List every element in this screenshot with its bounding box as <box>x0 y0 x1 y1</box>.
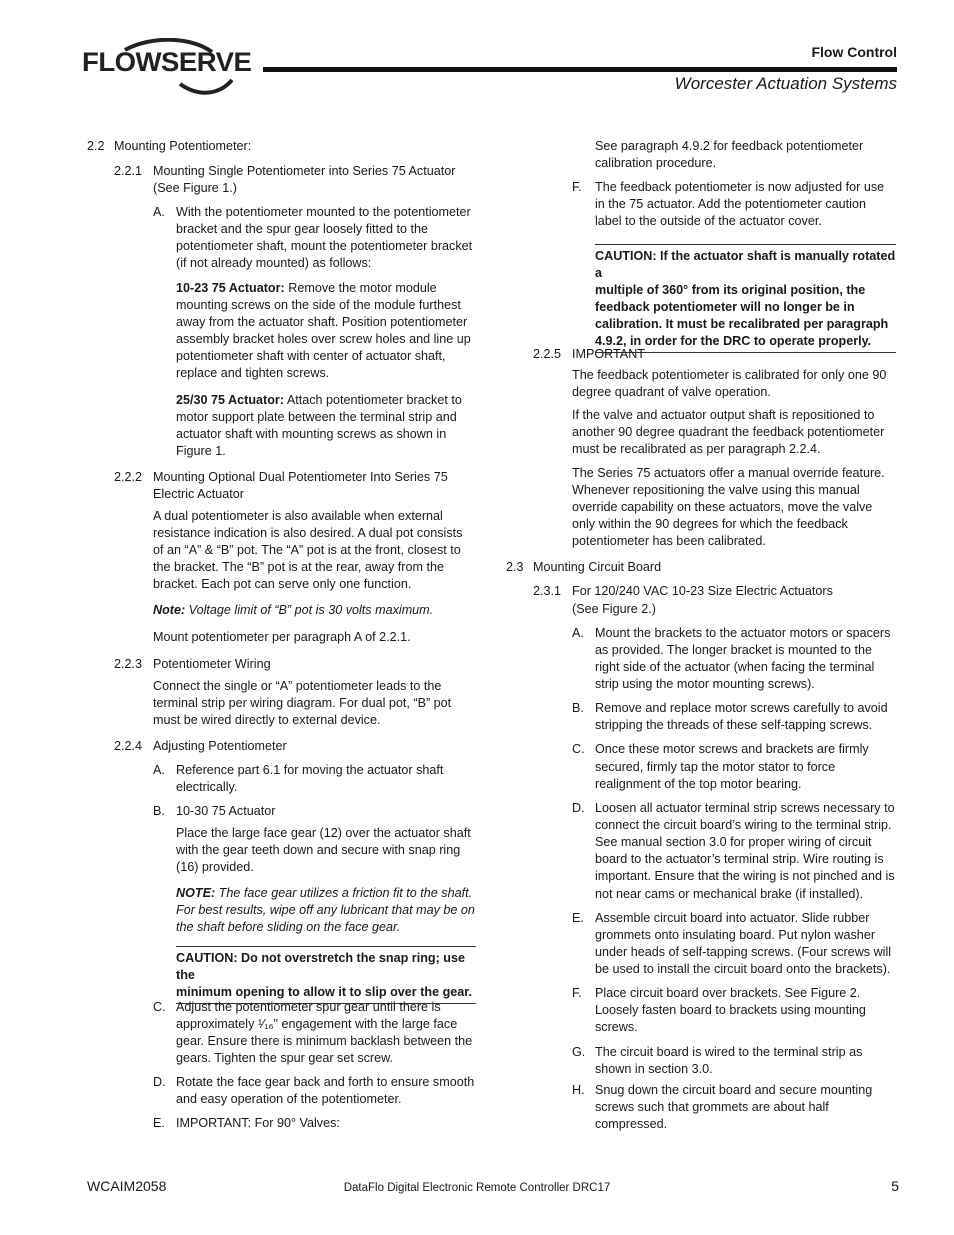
text-line: only within the 90 degrees for which the feedback <box>572 517 848 531</box>
caution-line: calibration. It must be recalibrated per paragraph <box>595 317 889 331</box>
text-line: 10-30 75 Actuator <box>176 804 276 818</box>
list-letter: C. <box>153 1000 166 1014</box>
text-line: mounting screws on the side of the module furthest <box>176 298 461 312</box>
text-line: Place circuit board over brackets. See Figure 2. <box>595 986 861 1000</box>
section-number: 2.2.4 <box>114 739 143 753</box>
caution-box <box>176 946 476 1004</box>
text-line: approximately ¹⁄₁₆" engagement with the large face <box>176 1017 458 1031</box>
text-line: Remove and replace motor screws carefully to avoid <box>595 701 888 715</box>
text-line: motor support plate between the terminal strip and <box>176 410 457 424</box>
text-line: bracket and the spur gear loosely fitted to the <box>176 222 429 236</box>
caution-line: minimum opening to allow it to slip over the gear. <box>176 985 472 999</box>
text-line: The Series 75 actuators offer a manual override feature. <box>572 466 885 480</box>
text-line: terminal strip per wiring diagram. For dual pot, “B” pot <box>153 696 452 710</box>
list-letter: E. <box>153 1116 165 1130</box>
text-line: gear. Ensure there is minimum backlash between the <box>176 1034 473 1048</box>
section-heading: (See Figure 1.) <box>153 181 237 195</box>
text-line: Mount the brackets to the actuator motors or spacers <box>595 626 891 640</box>
text-line: label to the outside of the actuator cover. <box>595 214 822 228</box>
section-number: 2.3 <box>506 560 524 574</box>
text-line: secured, firmly tap the motor stator to force <box>595 760 836 774</box>
text-line: Connect the single or “A” potentiometer leads to the <box>153 679 442 693</box>
text-line: Mount potentiometer per paragraph A of 2.2.1. <box>153 630 411 644</box>
list-letter: A. <box>153 205 165 219</box>
caution-box <box>595 244 896 353</box>
text-line: The feedback potentiometer is now adjusted for use <box>595 180 885 194</box>
text-line: board to the actuator’s terminal strip. Wire routing is <box>595 852 884 866</box>
list-letter: F. <box>572 986 582 1000</box>
text-line: Reference part 6.1 for moving the actuator shaft <box>176 763 444 777</box>
text-line: stripping the threads of these self-tapping screws. <box>595 718 873 732</box>
paragraph-line <box>176 392 462 409</box>
section-heading: Mounting Potentiometer: <box>114 139 252 153</box>
text-line: with the gear teeth down and secure with snap ring <box>176 843 461 857</box>
text-line: Assemble circuit board into actuator. Slide rubber <box>595 911 870 925</box>
caution-line: CAUTION: Do not overstretch the snap ring; use the <box>176 951 465 982</box>
text-line: IMPORTANT: For 90° Valves: <box>176 1116 340 1130</box>
list-letter: E. <box>572 911 584 925</box>
section-heading: Mounting Single Potentiometer into Series 75 Actuator <box>153 164 456 178</box>
section-number: 2.2.3 <box>114 657 143 671</box>
text-line: another 90 degree quadrant the feedback potentiometer <box>572 425 885 439</box>
text-line: not near cams or mechanical brake (if installed). <box>595 887 864 901</box>
text-line: Rotate the face gear back and forth to ensure smooth <box>176 1075 475 1089</box>
note-line <box>176 885 472 902</box>
text-line: actuator shaft with mounting screws as shown in <box>176 427 447 441</box>
list-letter: B. <box>572 701 584 715</box>
section-heading: Mounting Optional Dual Potentiometer Into Series 75 <box>153 470 448 484</box>
text: Voltage limit of “B” pot is 30 volts maximum. <box>185 603 434 617</box>
text-line: See manual section 3.0 for proper wiring of circuit <box>595 835 872 849</box>
section-number: 2.3.1 <box>533 584 562 598</box>
note-line: For best results, wipe off any lubricant that may be on <box>176 903 475 917</box>
text-line: Loosen all actuator terminal strip screws necessary to <box>595 801 895 815</box>
section-heading: Electric Actuator <box>153 487 244 501</box>
text-line: Whenever repositioning the valve using this manual <box>572 483 860 497</box>
text-line: Figure 1. <box>176 444 226 458</box>
text-line: Adjust the potentiometer spur gear until there is <box>176 1000 441 1014</box>
text-line: Place the large face gear (12) over the actuator shaft <box>176 826 471 840</box>
text-line: Snug down the circuit board and secure mounting <box>595 1083 873 1097</box>
text-line: assembly bracket holes over screw holes and line up <box>176 332 471 346</box>
caution-line: 4.9.2, in order for the DRC to operate properly. <box>595 334 872 348</box>
paragraph-line <box>176 280 437 297</box>
text-line: in the 75 actuator. Add the potentiometer caution <box>595 197 866 211</box>
text-line: must be recalibrated as per paragraph 2.2.4. <box>572 442 821 456</box>
text-line: The circuit board is wired to the terminal strip as <box>595 1045 863 1059</box>
text-line: bracket. Each pot can serve only one function. <box>153 577 412 591</box>
text-line: of an “A” & “B” pot. The “A” pot is at the front, closest to <box>153 543 461 557</box>
text-line: under heads of self-tapping screws. (Four screws will <box>595 945 892 959</box>
section-heading: (See Figure 2.) <box>572 602 656 616</box>
section-heading: Adjusting Potentiometer <box>153 739 287 753</box>
section-number: 2.2 <box>87 139 105 153</box>
text: Attach potentiometer bracket to <box>284 393 462 407</box>
text-line: electrically. <box>176 780 238 794</box>
text-line: potentiometer has been calibrated. <box>572 534 766 548</box>
section-heading: For 120/240 VAC 10-23 Size Electric Actuators <box>572 584 833 598</box>
text-line: and easy operation of the potentiometer. <box>176 1092 402 1106</box>
caution-line: multiple of 360° from its original position, the <box>595 283 866 297</box>
footer-doc-id: WCAIM2058 <box>87 1178 167 1194</box>
section-heading: IMPORTANT <box>572 347 645 361</box>
text-line: away from the actuator shaft. Position potentiometer <box>176 315 468 329</box>
header-subtitle: Worcester Actuation Systems <box>674 74 897 93</box>
text-line: screws. <box>595 1020 638 1034</box>
section-heading: Mounting Circuit Board <box>533 560 662 574</box>
text-line: degree quadrant of valve operation. <box>572 385 771 399</box>
text-line: The feedback potentiometer is calibrated for only one 90 <box>572 368 887 382</box>
text-line: as provided. The longer bracket is mounted to the <box>595 643 872 657</box>
note-lead: Note: <box>153 603 186 617</box>
text-line: With the potentiometer mounted to the potentiometer <box>176 205 471 219</box>
bold-lead: 10-23 75 Actuator: <box>176 281 285 295</box>
text-line: See paragraph 4.9.2 for feedback potentiometer <box>595 139 864 153</box>
text-line: connect the circuit board’s wiring to the terminal strip. <box>595 818 892 832</box>
text-line: potentiometer shaft, mount the potentiometer bracket <box>176 239 473 253</box>
text-line: strip using the motor mounting screws). <box>595 677 815 691</box>
note-line <box>153 602 433 619</box>
text-line: If the valve and actuator output shaft is repositioned to <box>572 408 875 422</box>
text: Remove the motor module <box>284 281 437 295</box>
section-number: 2.2.5 <box>533 347 562 361</box>
header-title: Flow Control <box>811 44 897 60</box>
text-line: A dual potentiometer is also available when external <box>153 509 443 523</box>
page-number: 5 <box>891 1178 899 1194</box>
list-letter: A. <box>153 763 165 777</box>
text-line: resistance indication is also desired. A dual pot consists <box>153 526 463 540</box>
text-line: replace and tighten screws. <box>176 366 330 380</box>
text-line: Once these motor screws and brackets are firmly <box>595 742 869 756</box>
text-line: important. Ensure that the wiring is not pinched and is <box>595 869 895 883</box>
text-line: realignment of the top motor bearing. <box>595 777 802 791</box>
list-letter: F. <box>572 180 582 194</box>
caution-line: CAUTION: If the actuator shaft is manually rotated a <box>595 249 896 280</box>
text-line: right side of the actuator (when facing the terminal <box>595 660 875 674</box>
text-line: grommets onto insulating board. Put nylon washer <box>595 928 876 942</box>
text-line: potentiometer shaft with center of actuator shaft, <box>176 349 446 363</box>
section-number: 2.2.1 <box>114 164 143 178</box>
text: The face gear utilizes a friction fit to the shaft. <box>215 886 473 900</box>
section-number: 2.2.2 <box>114 470 143 484</box>
text-line: screws such that grommets are about half <box>595 1100 829 1114</box>
list-letter: H. <box>572 1083 585 1097</box>
bold-lead: 25/30 75 Actuator: <box>176 393 285 407</box>
flowserve-logo <box>80 38 252 100</box>
text-line: (16) provided. <box>176 860 254 874</box>
section-heading: Potentiometer Wiring <box>153 657 271 671</box>
note-lead: NOTE: <box>176 886 216 900</box>
list-letter: G. <box>572 1045 586 1059</box>
text-line: must be wired directly to external device. <box>153 713 381 727</box>
list-letter: D. <box>572 801 585 815</box>
list-letter: A. <box>572 626 584 640</box>
text-line: (if not already mounted) as follows: <box>176 256 372 270</box>
footer-title: DataFlo Digital Electronic Remote Controller DRC17 <box>343 1182 611 1194</box>
text-line: Loosely fasten board to brackets using mounting <box>595 1003 866 1017</box>
list-letter: C. <box>572 742 585 756</box>
text-line: compressed. <box>595 1117 668 1131</box>
logo-wordmark: FLOWSERVE <box>82 47 252 77</box>
header-rule <box>263 67 897 72</box>
text-line: calibration procedure. <box>595 156 717 170</box>
list-letter: B. <box>153 804 165 818</box>
text-line: the bracket. The “B” pot is at the rear, away from the <box>153 560 444 574</box>
text-line: shown in section 3.0. <box>595 1062 713 1076</box>
text-line: gears. Tighten the spur gear set screw. <box>176 1051 394 1065</box>
list-letter: D. <box>153 1075 166 1089</box>
text-line: be used to install the circuit board onto the brackets). <box>595 962 891 976</box>
text-line: override capability on these actuators, move the valve <box>572 500 873 514</box>
caution-line: feedback potentiometer will no longer be in <box>595 300 855 314</box>
note-line: the shaft before sliding on the face gear. <box>176 920 401 934</box>
